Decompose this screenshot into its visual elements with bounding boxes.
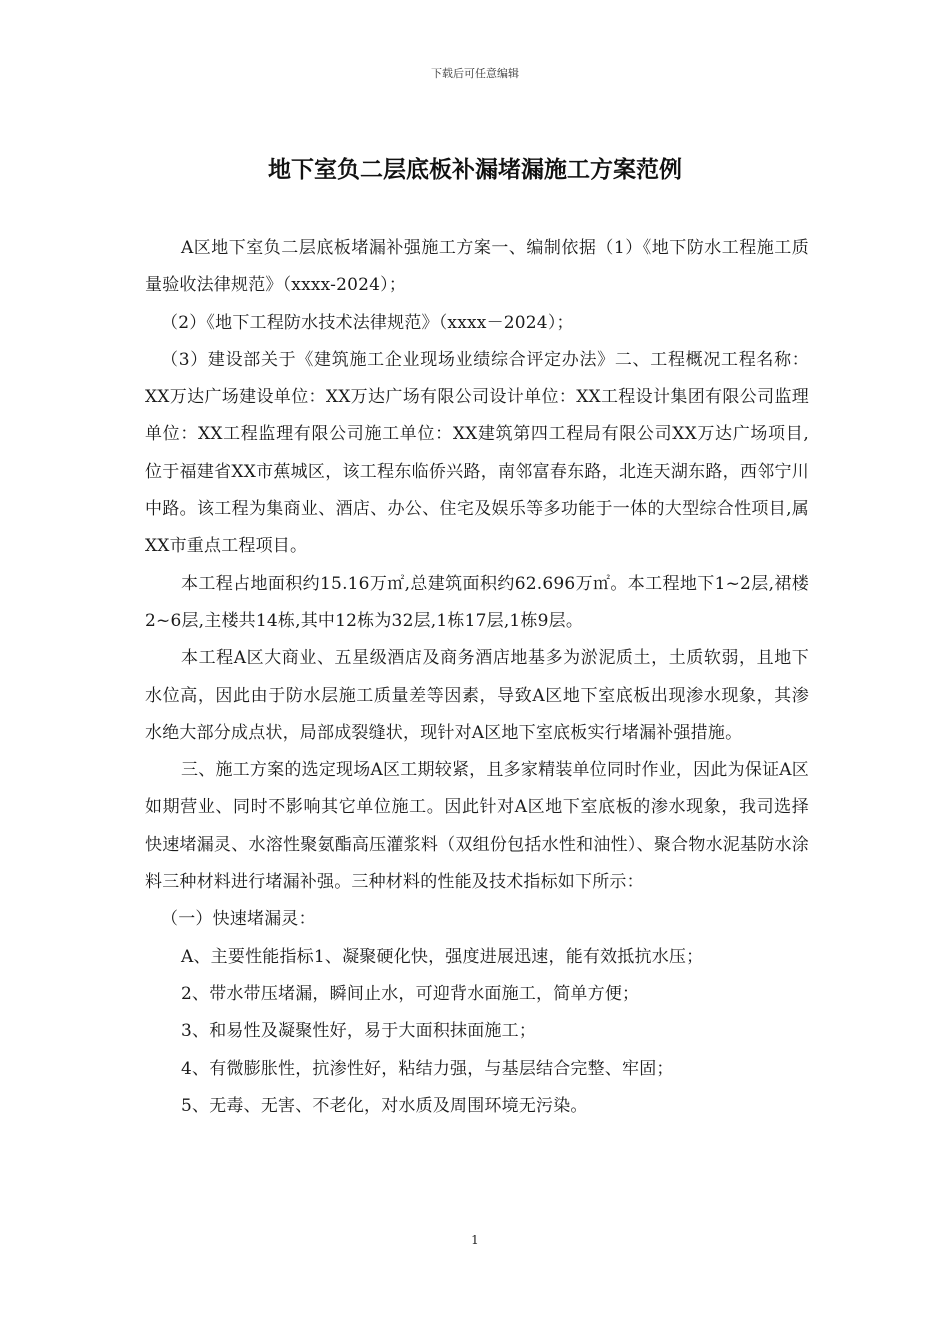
document-body: [145, 230, 809, 1125]
list-item: 2、带水带压堵漏，瞬间止水，可迎背水面施工，简单方便；: [181, 983, 640, 1004]
list-item: A、主要性能指标1、凝聚硬化快，强度进展迅速，能有效抵抗水压；: [181, 946, 704, 967]
paragraph-standard-2: （2）《地下工程防水技术法律规范》（xxxx－2024）；: [161, 312, 574, 333]
paragraph-basis: A区地下室负二层底板堵漏补强施工方案一、编制依据（1）《地下防水工程施工质量验收法律规范》（xxxx-2024）；: [145, 238, 809, 296]
paragraph-area: 本工程占地面积约15.16万㎡,总建筑面积约62.696万㎡。本工程地下1~2层,裙楼2~6层,主楼共14栋,其中12栋为32层,1栋17层,1栋9层。: [145, 573, 809, 631]
list-item: 3、和易性及凝聚性好，易于大面积抹面施工；: [181, 1021, 537, 1042]
page-number: 1: [471, 1233, 479, 1247]
paragraph-leak-cause: 本工程A区大商业、五星级酒店及商务酒店地基多为淤泥质土，土质软弱，且地下水位高，因此由于防水层施工质量差等因素，导致A区地下室底板出现渗水现象，其渗水绝大部分成点状，局部成裂缝状，现针对A区地下室底板实行堵漏补强措施。: [145, 648, 809, 743]
list-item: 4、有微膨胀性，抗渗性好，粘结力强，与基层结合完整、牢固；: [181, 1058, 674, 1079]
paragraph-project-overview: （3）建设部关于《建筑施工企业现场业绩综合评定办法》二、工程概况工程名称：XX万达广场建设单位：XX万达广场有限公司设计单位：XX工程设计集团有限公司监理单位：XX工程监理有限公司施工单位：XX建筑第四工程局有限公司XX万达广场项目,位于福建省XX市蕉城区，该工程东临侨兴路，南邻富春东路，北连天湖东路，西邻宁川中路。该工程为集商业、酒店、办公、住宅及娱乐等多功能于一体的大型综合性项目,属XX市重点工程项目。: [145, 349, 809, 557]
document-title: 地下室负二层底板补漏堵漏施工方案范例: [268, 157, 682, 183]
paragraph-plan-selection: 三、施工方案的选定现场A区工期较紧，且多家精装单位同时作业，因此为保证A区如期营业、同时不影响其它单位施工。因此针对A区地下室底板的渗水现象，我司选择快速堵漏灵、水溶性聚氨酯高压灌浆料（双组份包括水性和油性）、聚合物水泥基防水涂料三种材料进行堵漏补强。三种材料的性能及技术指标如下所示：: [145, 760, 809, 893]
list-item: 5、无毒、无害、不老化，对水质及周围环境无污染。: [181, 1095, 588, 1116]
page-header: 下载后可任意编辑: [431, 67, 519, 80]
section-heading-quick-plug: （一）快速堵漏灵：: [161, 909, 316, 930]
